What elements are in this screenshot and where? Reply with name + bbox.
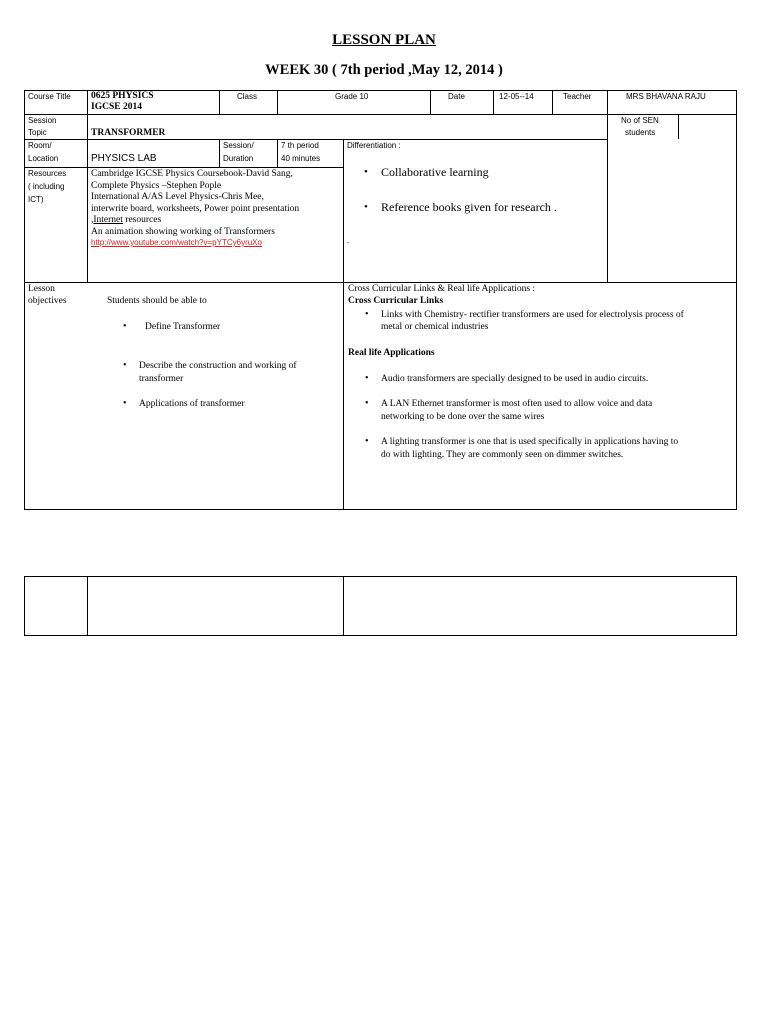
date-label: Date — [448, 92, 465, 101]
bullet-icon: • — [365, 373, 369, 384]
class-label: Class — [237, 92, 258, 101]
teacher-label: Teacher — [563, 92, 592, 101]
bullet-icon: • — [123, 360, 127, 371]
sen-label-2: students — [625, 128, 656, 137]
col-divider — [277, 139, 278, 167]
resources-label: Resources — [28, 169, 67, 178]
bullet-icon: • — [364, 201, 368, 213]
chemistry-link-cont: metal or chemical industries — [381, 322, 489, 332]
resource-suffix: resources — [122, 215, 162, 225]
differentiation-item: Collaborative learning — [381, 165, 489, 179]
class-value: Grade 10 — [335, 92, 369, 101]
col-divider — [87, 90, 88, 282]
sen-label: No of SEN — [621, 116, 659, 125]
resource-line: Cambridge IGCSE Physics Coursebook-David Sang, — [91, 169, 293, 179]
bullet-icon: • — [365, 436, 369, 447]
cross-subheading: Cross Curricular Links — [348, 296, 444, 306]
date-value: 12-05--14 — [499, 92, 534, 101]
session-topic-value: TRANSFORMER — [91, 128, 166, 138]
col-divider — [430, 90, 431, 114]
application-item-cont: networking to be done over the same wires — [381, 412, 545, 422]
resources-label-3: ICT) — [28, 195, 44, 204]
objectives-label: Lesson — [28, 284, 55, 294]
col-divider — [343, 139, 344, 510]
empty-table — [24, 576, 737, 636]
page-title: LESSON PLAN — [332, 32, 436, 48]
col-divider — [493, 90, 494, 114]
objective-item-cont: transformer — [139, 374, 184, 384]
teacher-value: MRS BHAVANA RAJU — [626, 92, 706, 101]
course-title-label: Course Title — [28, 92, 71, 101]
cross-heading: Cross Curricular Links & Real life Applications : — [348, 284, 536, 294]
application-item: Audio transformers are specially designed to be used in audio circuits. — [381, 374, 649, 384]
objective-item: Define Transformer — [145, 322, 221, 332]
duration-label: Session/ — [223, 141, 254, 150]
youtube-link[interactable]: http://www.youtube.com/watch?v=pYTCy6yruXo — [91, 238, 262, 247]
resource-prefix: , — [91, 215, 94, 225]
differentiation-label: Differentiation : — [347, 141, 401, 150]
col-divider — [219, 90, 220, 114]
differentiation-item: Reference books given for research . — [381, 200, 557, 214]
objectives-label-2: objectives — [28, 296, 67, 306]
objective-item: Describe the construction and working of — [139, 361, 297, 371]
course-title-value: 0625 PHYSICS — [91, 91, 154, 101]
col-divider — [552, 90, 553, 114]
bullet-icon: • — [123, 321, 127, 332]
resource-line: interwrite board, worksheets, Power point presentation — [91, 204, 300, 214]
col-divider — [607, 90, 608, 282]
duration-label-2: Duration — [223, 154, 254, 163]
resource-line: An animation showing working of Transformers — [91, 227, 275, 237]
resource-line — [91, 214, 161, 226]
bullet-icon: • — [123, 398, 127, 409]
col-divider — [87, 576, 88, 636]
duration-value-2: 40 minutes — [281, 154, 321, 163]
col-divider — [343, 576, 344, 636]
room-label-2: Location — [28, 154, 59, 163]
duration-value: 7 th period — [281, 141, 319, 150]
room-label: Room/ — [28, 141, 52, 150]
course-title-value-2: IGCSE 2014 — [91, 102, 142, 112]
bullet-icon: • — [365, 398, 369, 409]
application-item-cont: do with lighting. They are commonly seen on dimmer switches. — [381, 450, 624, 460]
bullet-icon: • — [365, 309, 369, 320]
real-life-heading: Real life Applications — [348, 348, 435, 358]
objectives-intro: Students should be able to — [107, 296, 207, 306]
application-item: A LAN Ethernet transformer is most often used to allow voice and data — [381, 399, 653, 409]
col-divider — [277, 90, 278, 114]
chemistry-link: Links with Chemistry- rectifier transformers are used for electrolysis process of — [381, 310, 684, 320]
bullet-icon: • — [364, 166, 368, 178]
resources-label-2: ( including — [28, 182, 65, 191]
col-divider — [678, 114, 679, 139]
differentiation-dot: . — [347, 236, 349, 245]
room-value: PHYSICS LAB — [91, 153, 157, 164]
session-topic-label-2: Topic — [28, 128, 47, 137]
objective-item: Applications of transformer — [139, 399, 245, 409]
application-item: A lighting transformer is one that is used specifically in applications having to — [381, 437, 679, 447]
resource-line: International A/AS Level Physics-Chris Mee, — [91, 192, 264, 202]
week-line: WEEK 30 ( 7th period ,May 12, 2014 ) — [265, 62, 503, 78]
resource-line: Complete Physics –Stephen Pople — [91, 181, 222, 191]
internet-link[interactable]: Internet — [93, 215, 123, 225]
session-topic-label: Session — [28, 116, 57, 125]
col-divider — [219, 139, 220, 167]
